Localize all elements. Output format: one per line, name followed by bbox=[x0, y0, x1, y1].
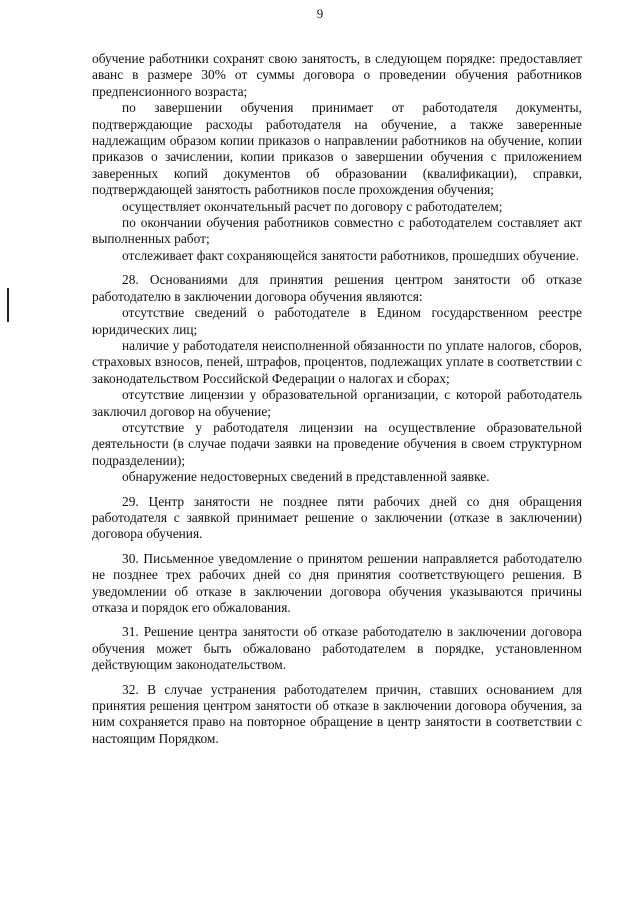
paragraph-item-28: 28. Основаниями для принятия решения центром занятости об отказе работодателю в заключении договора обучения являются: bbox=[92, 272, 582, 304]
margin-mark bbox=[7, 288, 9, 322]
paragraph: отслеживает факт сохраняющейся занятости работников, прошедших обучение. bbox=[122, 247, 579, 263]
paragraph-item-31: 31. Решение центра занятости об отказе работодателю в заключении договора обучения может быть обжаловано работодателем в порядке, установленном действующим законодательством. bbox=[92, 624, 582, 673]
paragraph: по завершении обучения принимает от работодателя документы, подтверждающие расходы работодателя на обучение, а также заверенные надлежащим образом копии приказов о направлении работников на обучение, копии приказов о зачислении, копии приказов о завершении обучения с приложением заверенных копий документов об образовании (квалификации), справки, подтверждающей занятость работников после прохождения обучения; bbox=[92, 100, 582, 198]
paragraph: отсутствие у работодателя лицензии на осуществление образовательной деятельности (в случае подачи заявки на проведение обучения в своем структурном подразделении); bbox=[92, 419, 582, 468]
paragraph-item-32: 32. В случае устранения работодателем причин, ставших основанием для принятия решения центром занятости об отказе в заключении договора обучения, за ним сохраняется право на повторное обращение в центр занятости в соответствии с настоящим Порядком. bbox=[92, 681, 582, 746]
paragraph: отсутствие сведений о работодателе в Едином государственном реестре юридических лиц; bbox=[92, 305, 582, 337]
paragraph: наличие у работодателя неисполненной обязанности по уплате налогов, сборов, страховых взносов, пеней, штрафов, процентов, подлежащих уплате в соответствии с законодательством Российской Федерации о налогах и сборах; bbox=[92, 337, 582, 386]
paragraph-item-30: 30. Письменное уведомление о принятом решении направляется работодателю не позднее трех рабочих дней со дня принятия соответствующего решения. В уведомлении об отказе в заключении договора обучения указываются причины отказа и порядок его обжалования. bbox=[92, 550, 582, 615]
document-body bbox=[92, 51, 582, 747]
paragraph: отсутствие лицензии у образовательной организации, с которой работодатель заключил договор на обучение; bbox=[92, 387, 582, 419]
paragraph: осуществляет окончательный расчет по договору с работодателем; bbox=[122, 198, 503, 214]
paragraph-item-29: 29. Центр занятости не позднее пяти рабочих дней со дня обращения работодателя с заявкой принимает решение о заключении (отказе в заключении) договора обучения. bbox=[92, 493, 582, 542]
paragraph-continuation: обучение работники сохранят свою занятость, в следующем порядке: предоставляет аванс в размере 30% от суммы договора о проведении обучения работников предпенсионного возраста; bbox=[92, 51, 582, 99]
page-number: 9 bbox=[316, 6, 324, 21]
paragraph: по окончании обучения работников совместно с работодателем составляет акт выполненных работ; bbox=[92, 215, 582, 247]
paragraph: обнаружение недостоверных сведений в представленной заявке. bbox=[122, 469, 490, 485]
